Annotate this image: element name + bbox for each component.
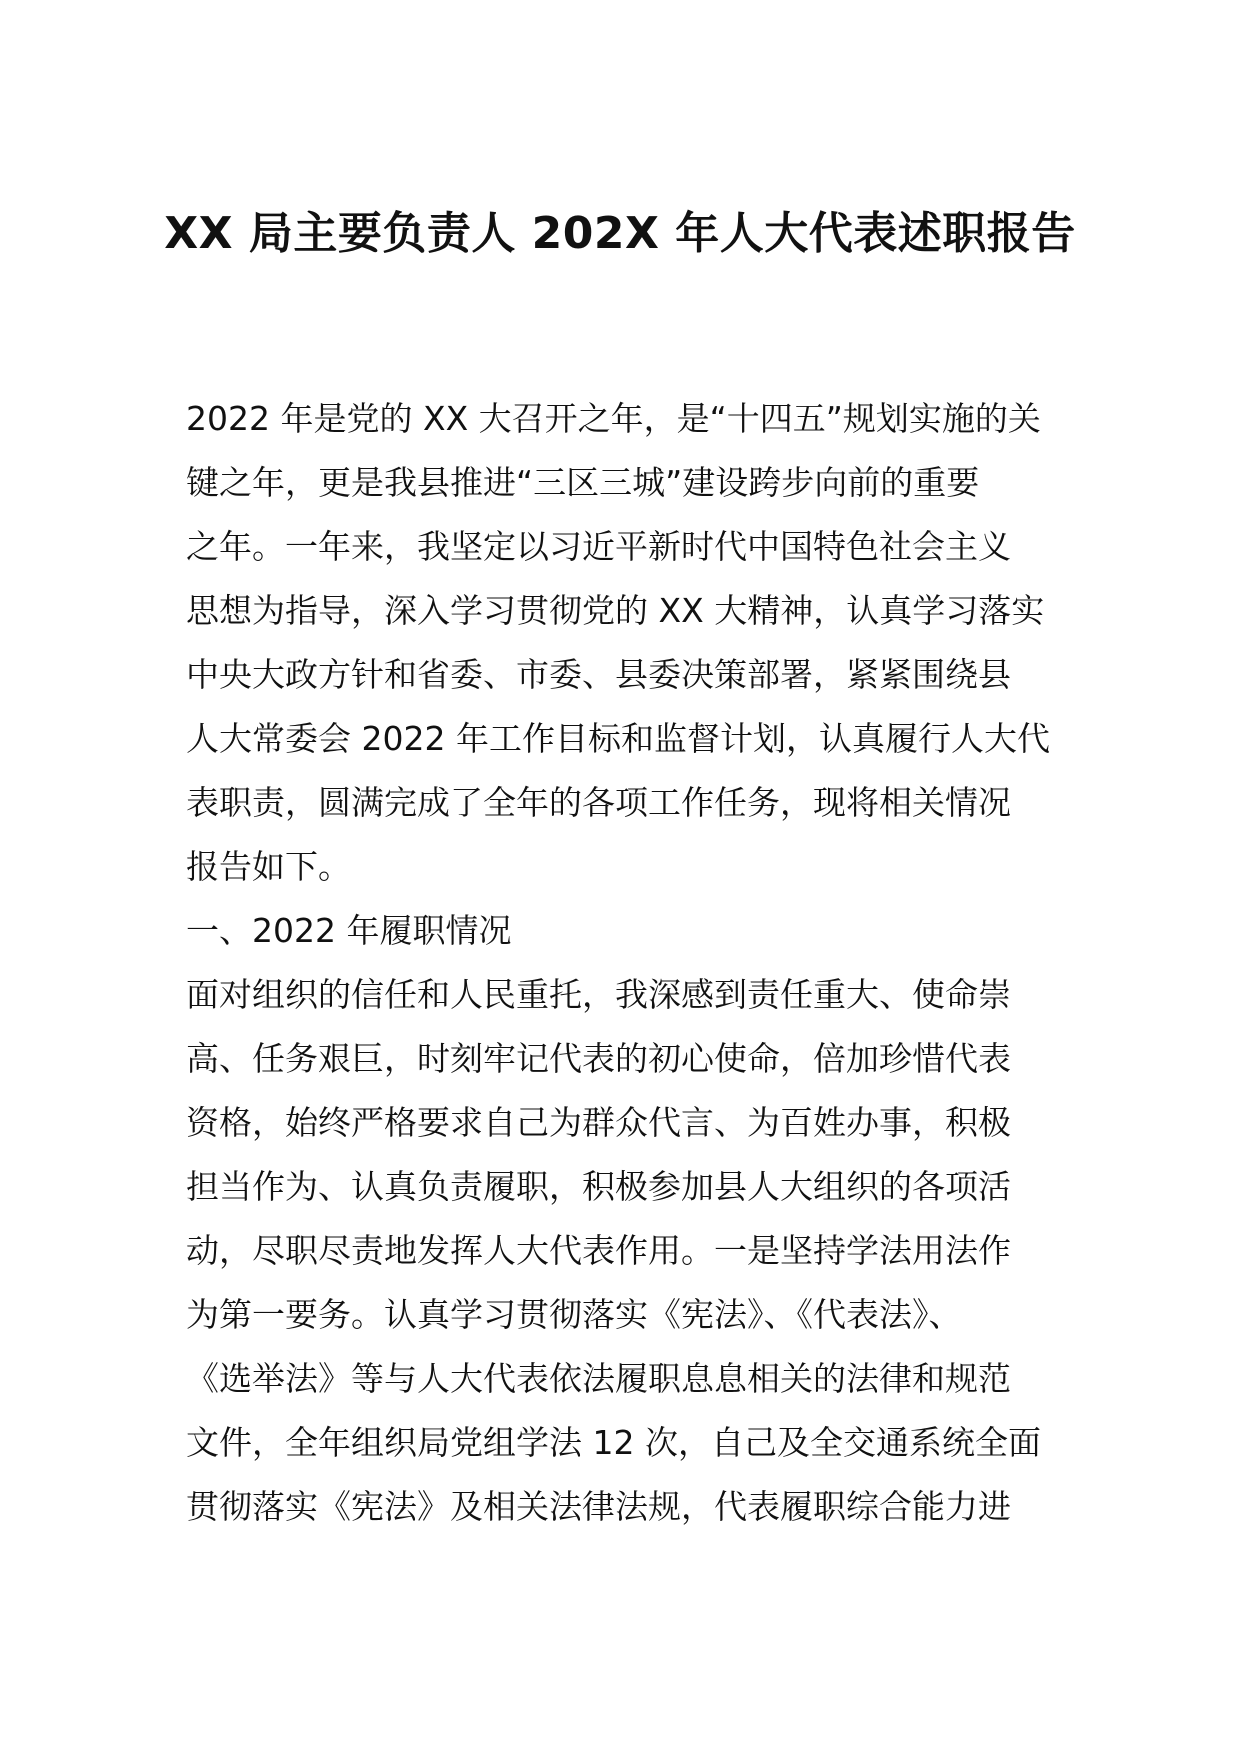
body-line: 报告如下。 <box>186 847 351 886</box>
body-line: 中央大政方针和省委、市委、县委决策部署，紧紧围绕县 <box>186 655 1011 694</box>
body-line: 动，尽职尽责地发挥人大代表作用。一是坚持学法用法作 <box>186 1231 1011 1270</box>
body-line: 高、任务艰巨，时刻牢记代表的初心使命，倍加珍惜代表 <box>186 1039 1011 1078</box>
body-line: 之年。一年来，我坚定以习近平新时代中国特色社会主义 <box>186 527 1011 566</box>
body-line: 2022 年是党的 XX 大召开之年，是“十四五”规划实施的关 <box>186 399 1041 438</box>
body-line: 面对组织的信任和人民重托，我深感到责任重大、使命崇 <box>186 975 1011 1014</box>
body-line: 文件，全年组织局党组学法 12 次，自己及全交通系统全面 <box>186 1423 1041 1462</box>
body-line: 为第一要务。认真学习贯彻落实《宪法》、《代表法》、 <box>186 1295 962 1334</box>
body-line: 贯彻落实《宪法》及相关法律法规，代表履职综合能力进 <box>186 1487 1011 1526</box>
body-line: 资格，始终严格要求自己为群众代言、为百姓办事，积极 <box>186 1103 1011 1142</box>
body-line: 担当作为、认真负责履职，积极参加县人大组织的各项活 <box>186 1167 1011 1206</box>
body-line: 人大常委会 2022 年工作目标和监督计划，认真履行人大代 <box>186 719 1050 758</box>
section-heading: 一、2022 年履职情况 <box>186 911 512 950</box>
body-line: 表职责，圆满完成了全年的各项工作任务，现将相关情况 <box>186 783 1011 822</box>
body-line: 键之年，更是我县推进“三区三城”建设跨步向前的重要 <box>186 463 980 502</box>
document-title: XX 局主要负责人 202X 年人大代表述职报告 <box>164 208 1076 259</box>
body-line: 思想为指导，深入学习贯彻党的 XX 大精神，认真学习落实 <box>186 591 1045 630</box>
body-line: 《选举法》等与人大代表依法履职息息相关的法律和规范 <box>186 1359 1011 1398</box>
